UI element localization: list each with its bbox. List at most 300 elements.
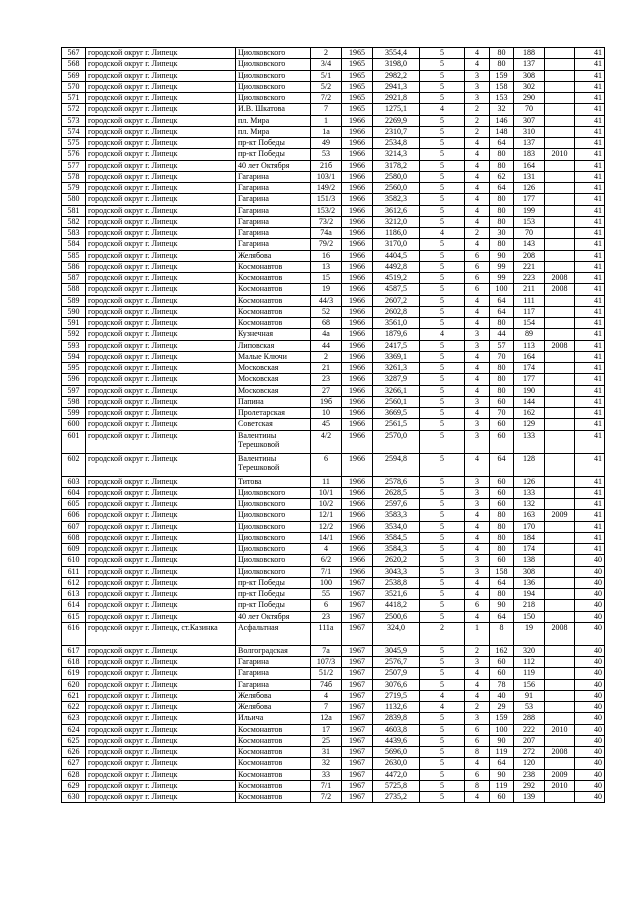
cell-entrances: 4 <box>465 544 490 555</box>
cell-term: 41 <box>575 183 605 194</box>
cell-apartments: 80 <box>490 532 514 543</box>
cell-num: 628 <box>62 769 86 780</box>
cell-street: пр-кт Победы <box>236 589 311 600</box>
cell-repair-year: 2008 <box>545 747 575 758</box>
cell-street: Гагарина <box>236 657 311 668</box>
cell-house: 68 <box>311 318 342 329</box>
table-row <box>62 566 605 577</box>
cell-repair-year <box>545 589 575 600</box>
cell-area: 3582,3 <box>373 194 420 205</box>
table-row <box>62 668 605 679</box>
cell-repair-year <box>545 499 575 510</box>
cell-repair-year <box>545 408 575 419</box>
cell-term: 41 <box>575 340 605 351</box>
cell-year: 1966 <box>342 183 373 194</box>
cell-street: Желябова <box>236 702 311 713</box>
table-row <box>62 544 605 555</box>
cell-year: 1965 <box>342 104 373 115</box>
cell-street: Папина <box>236 396 311 407</box>
cell-floors: 5 <box>420 59 465 70</box>
cell-street: Космонавтов <box>236 780 311 791</box>
cell-term: 40 <box>575 645 605 656</box>
cell-floors: 5 <box>420 396 465 407</box>
cell-municipality: городской округ г. Липецк <box>86 329 236 340</box>
cell-street: Гагарина <box>236 216 311 227</box>
cell-house: 10/1 <box>311 487 342 498</box>
cell-municipality: городской округ г. Липецк <box>86 769 236 780</box>
cell-term: 41 <box>575 93 605 104</box>
cell-area: 3261,3 <box>373 363 420 374</box>
cell-year: 1966 <box>342 351 373 362</box>
cell-residents: 117 <box>514 306 545 317</box>
cell-floors: 4 <box>420 228 465 239</box>
cell-num: 580 <box>62 194 86 205</box>
cell-residents: 188 <box>514 48 545 59</box>
cell-floors: 5 <box>420 115 465 126</box>
cell-term: 41 <box>575 329 605 340</box>
cell-repair-year <box>545 261 575 272</box>
cell-year: 1966 <box>342 430 373 453</box>
cell-floors: 5 <box>420 408 465 419</box>
cell-repair-year <box>545 160 575 171</box>
cell-repair-year <box>545 228 575 239</box>
cell-repair-year <box>545 555 575 566</box>
cell-repair-year <box>545 396 575 407</box>
cell-floors: 5 <box>420 194 465 205</box>
cell-entrances: 1 <box>465 622 490 645</box>
cell-floors: 5 <box>420 138 465 149</box>
cell-residents: 139 <box>514 792 545 803</box>
cell-municipality: городской округ г. Липецк <box>86 499 236 510</box>
cell-repair-year: 2009 <box>545 510 575 521</box>
cell-residents: 119 <box>514 668 545 679</box>
cell-num: 587 <box>62 273 86 284</box>
cell-residents: 91 <box>514 690 545 701</box>
cell-street: Циолковского <box>236 510 311 521</box>
cell-apartments: 99 <box>490 273 514 284</box>
cell-floors: 5 <box>420 48 465 59</box>
cell-area: 2560,0 <box>373 183 420 194</box>
cell-floors: 5 <box>420 239 465 250</box>
cell-num: 590 <box>62 306 86 317</box>
cell-floors: 5 <box>420 250 465 261</box>
cell-apartments: 159 <box>490 713 514 724</box>
cell-term: 41 <box>575 160 605 171</box>
cell-apartments: 80 <box>490 374 514 385</box>
table-row <box>62 318 605 329</box>
cell-apartments: 80 <box>490 510 514 521</box>
cell-residents: 89 <box>514 329 545 340</box>
cell-num: 609 <box>62 544 86 555</box>
cell-municipality: городской округ г. Липецк <box>86 261 236 272</box>
cell-municipality: городской округ г. Липецк <box>86 104 236 115</box>
cell-year: 1967 <box>342 622 373 645</box>
cell-area: 2534,8 <box>373 138 420 149</box>
cell-house: 12/1 <box>311 510 342 521</box>
cell-year: 1965 <box>342 93 373 104</box>
cell-street: 40 лет Октября <box>236 611 311 622</box>
cell-num: 569 <box>62 70 86 81</box>
cell-house: 5/2 <box>311 81 342 92</box>
cell-year: 1967 <box>342 747 373 758</box>
cell-municipality: городской округ г. Липецк <box>86 138 236 149</box>
cell-residents: 223 <box>514 273 545 284</box>
cell-apartments: 64 <box>490 295 514 306</box>
cell-term: 41 <box>575 453 605 476</box>
cell-term: 41 <box>575 385 605 396</box>
cell-year: 1966 <box>342 476 373 487</box>
cell-street: Валентины Терешковой <box>236 430 311 453</box>
cell-entrances: 6 <box>465 724 490 735</box>
cell-floors: 5 <box>420 657 465 668</box>
cell-area: 3521,6 <box>373 589 420 600</box>
cell-area: 3214,3 <box>373 149 420 160</box>
cell-term: 40 <box>575 611 605 622</box>
cell-street: Циолковского <box>236 81 311 92</box>
cell-area: 3287,9 <box>373 374 420 385</box>
cell-num: 570 <box>62 81 86 92</box>
cell-municipality: городской округ г. Липецк <box>86 792 236 803</box>
cell-repair-year <box>545 690 575 701</box>
cell-apartments: 64 <box>490 306 514 317</box>
cell-term: 41 <box>575 205 605 216</box>
cell-term: 40 <box>575 713 605 724</box>
cell-apartments: 100 <box>490 724 514 735</box>
cell-term: 40 <box>575 577 605 588</box>
cell-residents: 194 <box>514 589 545 600</box>
cell-term: 41 <box>575 250 605 261</box>
cell-num: 621 <box>62 690 86 701</box>
cell-entrances: 4 <box>465 149 490 160</box>
cell-entrances: 3 <box>465 329 490 340</box>
cell-residents: 144 <box>514 396 545 407</box>
table-row <box>62 735 605 746</box>
cell-municipality: городской округ г. Липецк <box>86 577 236 588</box>
cell-apartments: 29 <box>490 702 514 713</box>
cell-floors: 5 <box>420 306 465 317</box>
cell-term: 40 <box>575 702 605 713</box>
cell-street: пл. Мира <box>236 126 311 137</box>
cell-residents: 153 <box>514 216 545 227</box>
cell-municipality: городской округ г. Липецк <box>86 419 236 430</box>
cell-municipality: городской округ г. Липецк <box>86 250 236 261</box>
cell-area: 1275,1 <box>373 104 420 115</box>
cell-repair-year <box>545 93 575 104</box>
cell-entrances: 3 <box>465 555 490 566</box>
cell-residents: 208 <box>514 250 545 261</box>
cell-term: 41 <box>575 138 605 149</box>
cell-house: 31 <box>311 747 342 758</box>
cell-entrances: 3 <box>465 340 490 351</box>
cell-municipality: городской округ г. Липецк <box>86 679 236 690</box>
cell-num: 612 <box>62 577 86 588</box>
cell-year: 1966 <box>342 453 373 476</box>
cell-residents: 70 <box>514 228 545 239</box>
cell-year: 1966 <box>342 239 373 250</box>
cell-entrances: 6 <box>465 261 490 272</box>
cell-term: 41 <box>575 284 605 295</box>
cell-house: 149/2 <box>311 183 342 194</box>
cell-term: 41 <box>575 115 605 126</box>
cell-term: 40 <box>575 668 605 679</box>
cell-house: 100 <box>311 577 342 588</box>
cell-num: 627 <box>62 758 86 769</box>
cell-term: 41 <box>575 318 605 329</box>
cell-apartments: 64 <box>490 453 514 476</box>
cell-entrances: 4 <box>465 306 490 317</box>
cell-municipality: городской округ г. Липецк <box>86 48 236 59</box>
cell-house: 21б <box>311 160 342 171</box>
cell-num: 584 <box>62 239 86 250</box>
cell-repair-year <box>545 544 575 555</box>
cell-area: 1186,0 <box>373 228 420 239</box>
cell-municipality: городской округ г. Липецк <box>86 273 236 284</box>
cell-floors: 5 <box>420 351 465 362</box>
cell-year: 1967 <box>342 713 373 724</box>
cell-num: 576 <box>62 149 86 160</box>
cell-floors: 5 <box>420 430 465 453</box>
cell-floors: 5 <box>420 499 465 510</box>
cell-term: 40 <box>575 735 605 746</box>
cell-year: 1966 <box>342 532 373 543</box>
cell-house: 6 <box>311 600 342 611</box>
cell-municipality: городской округ г. Липецк <box>86 149 236 160</box>
cell-area: 4418,2 <box>373 600 420 611</box>
cell-year: 1967 <box>342 690 373 701</box>
cell-municipality: городской округ г. Липецк <box>86 239 236 250</box>
table-row <box>62 713 605 724</box>
cell-house: 73/2 <box>311 216 342 227</box>
cell-area: 3170,0 <box>373 239 420 250</box>
cell-entrances: 4 <box>465 171 490 182</box>
cell-entrances: 8 <box>465 780 490 791</box>
table-row <box>62 645 605 656</box>
cell-area: 2982,2 <box>373 70 420 81</box>
cell-municipality: городской округ г. Липецк <box>86 713 236 724</box>
cell-street: Желябова <box>236 250 311 261</box>
cell-area: 2580,0 <box>373 171 420 182</box>
cell-area: 2576,7 <box>373 657 420 668</box>
cell-municipality: городской округ г. Липецк <box>86 284 236 295</box>
cell-year: 1966 <box>342 521 373 532</box>
cell-house: 7 <box>311 104 342 115</box>
cell-apartments: 153 <box>490 93 514 104</box>
cell-apartments: 80 <box>490 48 514 59</box>
cell-floors: 5 <box>420 713 465 724</box>
cell-entrances: 4 <box>465 374 490 385</box>
cell-house: 53 <box>311 149 342 160</box>
cell-street: Титова <box>236 476 311 487</box>
cell-entrances: 4 <box>465 138 490 149</box>
cell-street: Космонавтов <box>236 735 311 746</box>
cell-house: 153/2 <box>311 205 342 216</box>
cell-entrances: 2 <box>465 645 490 656</box>
cell-house: 7/1 <box>311 780 342 791</box>
cell-term: 41 <box>575 363 605 374</box>
cell-street: Циолковского <box>236 555 311 566</box>
cell-num: 588 <box>62 284 86 295</box>
cell-street: Гагарина <box>236 171 311 182</box>
cell-house: 2 <box>311 351 342 362</box>
cell-entrances: 3 <box>465 713 490 724</box>
cell-entrances: 2 <box>465 702 490 713</box>
cell-residents: 320 <box>514 645 545 656</box>
cell-area: 3369,1 <box>373 351 420 362</box>
cell-area: 1132,6 <box>373 702 420 713</box>
cell-year: 1966 <box>342 149 373 160</box>
cell-residents: 218 <box>514 600 545 611</box>
cell-municipality: городской округ г. Липецк <box>86 340 236 351</box>
table-row <box>62 306 605 317</box>
table-row <box>62 521 605 532</box>
cell-entrances: 4 <box>465 216 490 227</box>
cell-apartments: 162 <box>490 645 514 656</box>
cell-residents: 177 <box>514 194 545 205</box>
cell-house: 2 <box>311 48 342 59</box>
cell-house: 32 <box>311 758 342 769</box>
cell-apartments: 64 <box>490 183 514 194</box>
cell-floors: 5 <box>420 160 465 171</box>
cell-apartments: 80 <box>490 149 514 160</box>
cell-apartments: 70 <box>490 351 514 362</box>
cell-apartments: 60 <box>490 668 514 679</box>
table-row <box>62 611 605 622</box>
table-row <box>62 589 605 600</box>
cell-floors: 5 <box>420 318 465 329</box>
cell-repair-year <box>545 239 575 250</box>
cell-repair-year: 2008 <box>545 273 575 284</box>
cell-area: 4519,2 <box>373 273 420 284</box>
cell-area: 2839,8 <box>373 713 420 724</box>
cell-house: 3/4 <box>311 59 342 70</box>
cell-num: 572 <box>62 104 86 115</box>
cell-year: 1966 <box>342 408 373 419</box>
cell-area: 5725,8 <box>373 780 420 791</box>
table-row <box>62 205 605 216</box>
cell-year: 1967 <box>342 645 373 656</box>
cell-municipality: городской округ г. Липецк <box>86 93 236 104</box>
cell-house: 6 <box>311 453 342 476</box>
cell-year: 1965 <box>342 81 373 92</box>
cell-street: Гагарина <box>236 194 311 205</box>
table-row <box>62 374 605 385</box>
cell-floors: 5 <box>420 600 465 611</box>
cell-entrances: 4 <box>465 408 490 419</box>
table-row <box>62 138 605 149</box>
cell-apartments: 80 <box>490 544 514 555</box>
cell-residents: 156 <box>514 679 545 690</box>
cell-house: 1а <box>311 126 342 137</box>
cell-num: 619 <box>62 668 86 679</box>
cell-street: Циолковского <box>236 521 311 532</box>
cell-house: 74б <box>311 679 342 690</box>
cell-term: 41 <box>575 104 605 115</box>
table-row <box>62 747 605 758</box>
cell-street: Советская <box>236 419 311 430</box>
cell-repair-year <box>545 104 575 115</box>
cell-term: 40 <box>575 679 605 690</box>
cell-repair-year <box>545 59 575 70</box>
cell-residents: 310 <box>514 126 545 137</box>
cell-entrances: 2 <box>465 115 490 126</box>
cell-num: 577 <box>62 160 86 171</box>
cell-repair-year <box>545 566 575 577</box>
cell-entrances: 4 <box>465 690 490 701</box>
cell-apartments: 80 <box>490 385 514 396</box>
cell-street: Московская <box>236 363 311 374</box>
cell-year: 1966 <box>342 160 373 171</box>
cell-street: Космонавтов <box>236 295 311 306</box>
cell-apartments: 60 <box>490 396 514 407</box>
cell-year: 1966 <box>342 216 373 227</box>
cell-municipality: городской округ г. Липецк <box>86 408 236 419</box>
cell-house: 23 <box>311 374 342 385</box>
cell-num: 605 <box>62 499 86 510</box>
cell-apartments: 119 <box>490 780 514 791</box>
table-row <box>62 769 605 780</box>
cell-residents: 120 <box>514 758 545 769</box>
cell-area: 4492,8 <box>373 261 420 272</box>
cell-entrances: 4 <box>465 194 490 205</box>
table-row <box>62 239 605 250</box>
cell-term: 41 <box>575 228 605 239</box>
cell-num: 575 <box>62 138 86 149</box>
cell-house: 4 <box>311 544 342 555</box>
cell-municipality: городской округ г. Липецк <box>86 205 236 216</box>
cell-entrances: 3 <box>465 566 490 577</box>
table-row <box>62 758 605 769</box>
cell-year: 1967 <box>342 668 373 679</box>
cell-entrances: 3 <box>465 487 490 498</box>
cell-area: 2417,5 <box>373 340 420 351</box>
cell-residents: 163 <box>514 510 545 521</box>
cell-num: 624 <box>62 724 86 735</box>
table-row <box>62 171 605 182</box>
cell-municipality: городской округ г. Липецк <box>86 363 236 374</box>
cell-floors: 5 <box>420 216 465 227</box>
table-row <box>62 216 605 227</box>
cell-residents: 221 <box>514 261 545 272</box>
cell-year: 1967 <box>342 769 373 780</box>
cell-apartments: 80 <box>490 363 514 374</box>
cell-floors: 4 <box>420 690 465 701</box>
table-row <box>62 340 605 351</box>
table-row <box>62 385 605 396</box>
cell-num: 607 <box>62 521 86 532</box>
cell-residents: 126 <box>514 183 545 194</box>
cell-floors: 4 <box>420 329 465 340</box>
cell-year: 1966 <box>342 261 373 272</box>
cell-house: 13 <box>311 261 342 272</box>
table-row <box>62 724 605 735</box>
cell-repair-year <box>545 532 575 543</box>
cell-repair-year <box>545 521 575 532</box>
cell-num: 608 <box>62 532 86 543</box>
table-row <box>62 679 605 690</box>
cell-term: 40 <box>575 792 605 803</box>
cell-area: 2941,3 <box>373 81 420 92</box>
cell-year: 1966 <box>342 499 373 510</box>
cell-residents: 162 <box>514 408 545 419</box>
cell-municipality: городской округ г. Липецк <box>86 374 236 385</box>
cell-apartments: 159 <box>490 70 514 81</box>
cell-municipality: городской округ г. Липецк <box>86 81 236 92</box>
table-row <box>62 396 605 407</box>
cell-term: 40 <box>575 600 605 611</box>
cell-apartments: 60 <box>490 499 514 510</box>
cell-repair-year <box>545 363 575 374</box>
cell-residents: 150 <box>514 611 545 622</box>
